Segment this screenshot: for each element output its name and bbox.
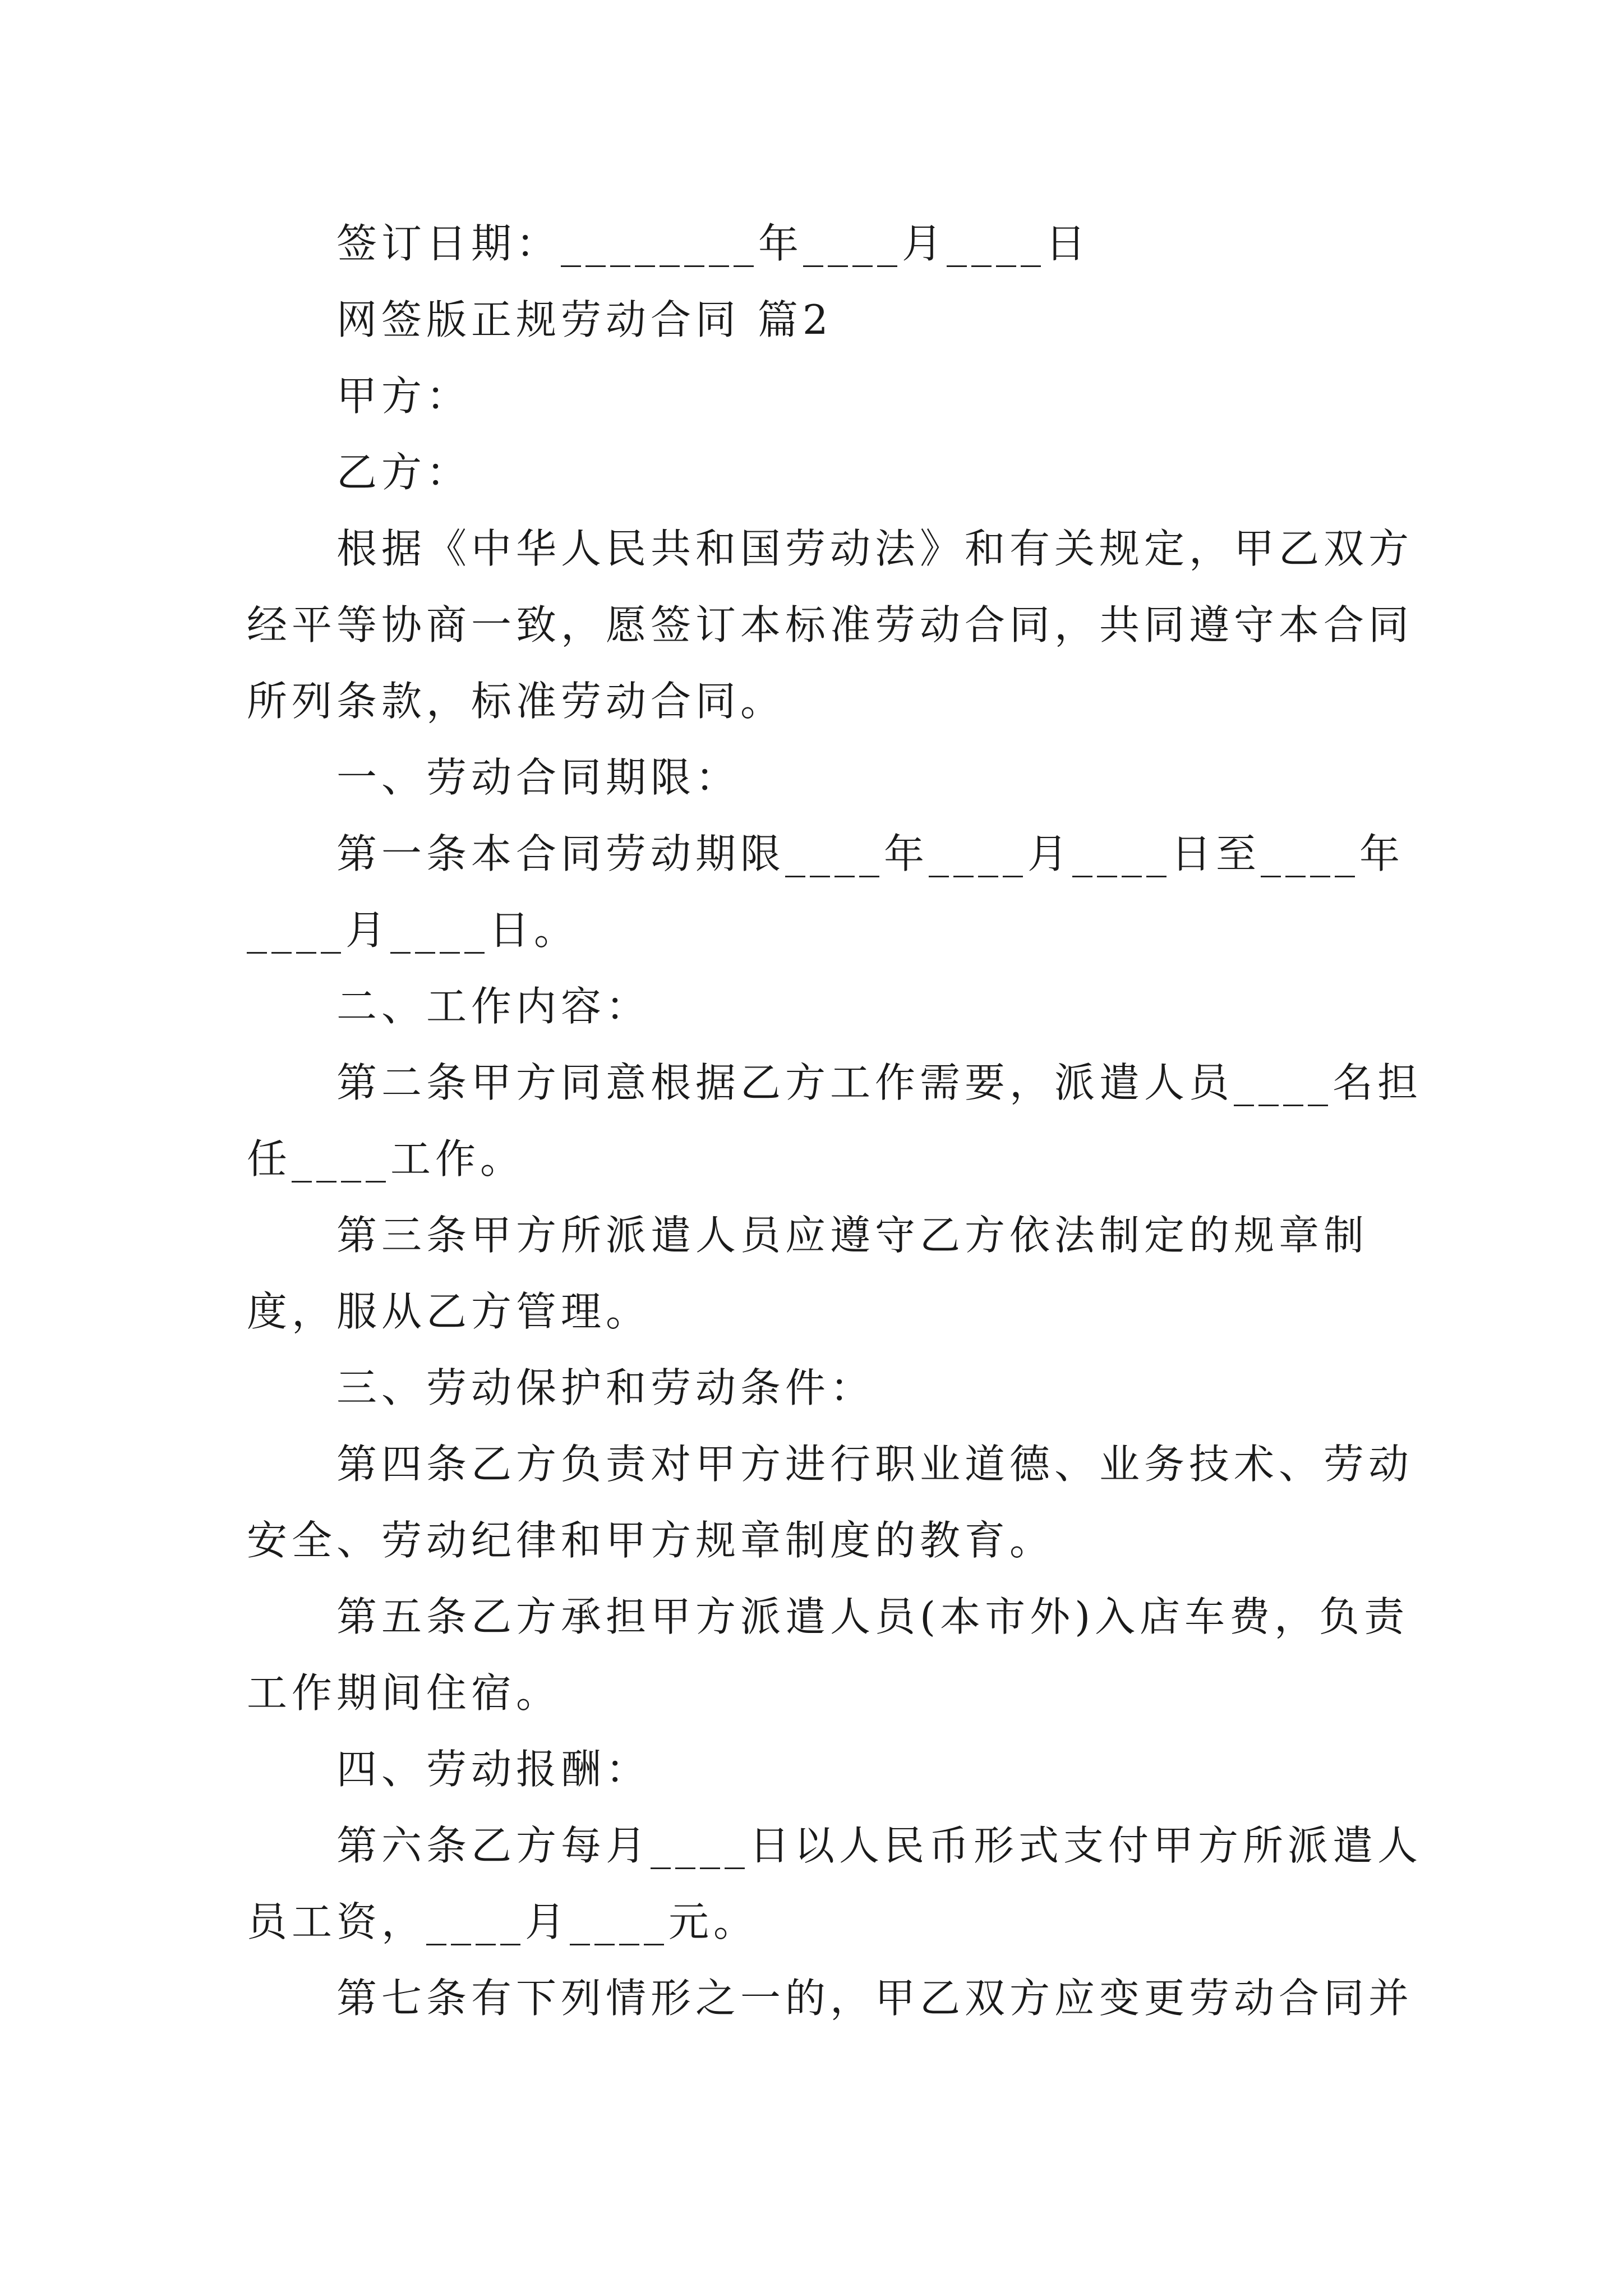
section-heading-3: 三、劳动保护和劳动条件：: [336, 1364, 875, 1411]
article-1-line-1: 第一条本合同劳动期限____年____月____日至____年: [336, 830, 1405, 877]
contract-title: 网签版正规劳动合同 篇2: [336, 296, 833, 343]
article-5-line-2: 工作期间住宿。: [247, 1669, 561, 1717]
party-a-label: 甲方：: [336, 372, 472, 420]
section-heading-4: 四、劳动报酬：: [336, 1746, 651, 1793]
section-heading-1: 一、劳动合同期限：: [336, 754, 741, 801]
article-6-line-2: 员工资，____月____元。: [247, 1898, 759, 1945]
article-2-line-2: 任____工作。: [247, 1135, 525, 1182]
preamble-line-3: 所列条款，标准劳动合同。: [247, 678, 786, 725]
article-7-line-1: 第七条有下列情形之一的，甲乙双方应变更劳动合同并: [336, 1975, 1414, 2022]
article-4-line-2: 安全、劳动纪律和甲方规章制度的教育。: [247, 1517, 1055, 1564]
article-1-line-2: ____月____日。: [247, 907, 579, 954]
article-6-line-1: 第六条乙方每月____日以人民币形式支付甲方所派遣人: [336, 1822, 1423, 1869]
preamble-line-2: 经平等协商一致，愿签订本标准劳动合同，共同遵守本合同: [247, 601, 1414, 648]
section-heading-2: 二、工作内容：: [336, 983, 651, 1030]
signing-date-line: 签订日期：________年____月____日: [336, 220, 1091, 267]
article-3-line-2: 度，服从乙方管理。: [247, 1288, 651, 1335]
preamble-line-1: 根据《中华人民共和国劳动法》和有关规定，甲乙双方: [336, 525, 1414, 572]
article-5-line-1: 第五条乙方承担甲方派遣人员(本市外)入店车费，负责: [336, 1593, 1409, 1640]
party-b-label: 乙方：: [336, 449, 472, 496]
article-4-line-1: 第四条乙方负责对甲方进行职业道德、业务技术、劳动: [336, 1441, 1414, 1488]
article-3-line-1: 第三条甲方所派遣人员应遵守乙方依法制定的规章制: [336, 1212, 1369, 1259]
article-2-line-1: 第二条甲方同意根据乙方工作需要，派遣人员____名担: [336, 1059, 1423, 1106]
